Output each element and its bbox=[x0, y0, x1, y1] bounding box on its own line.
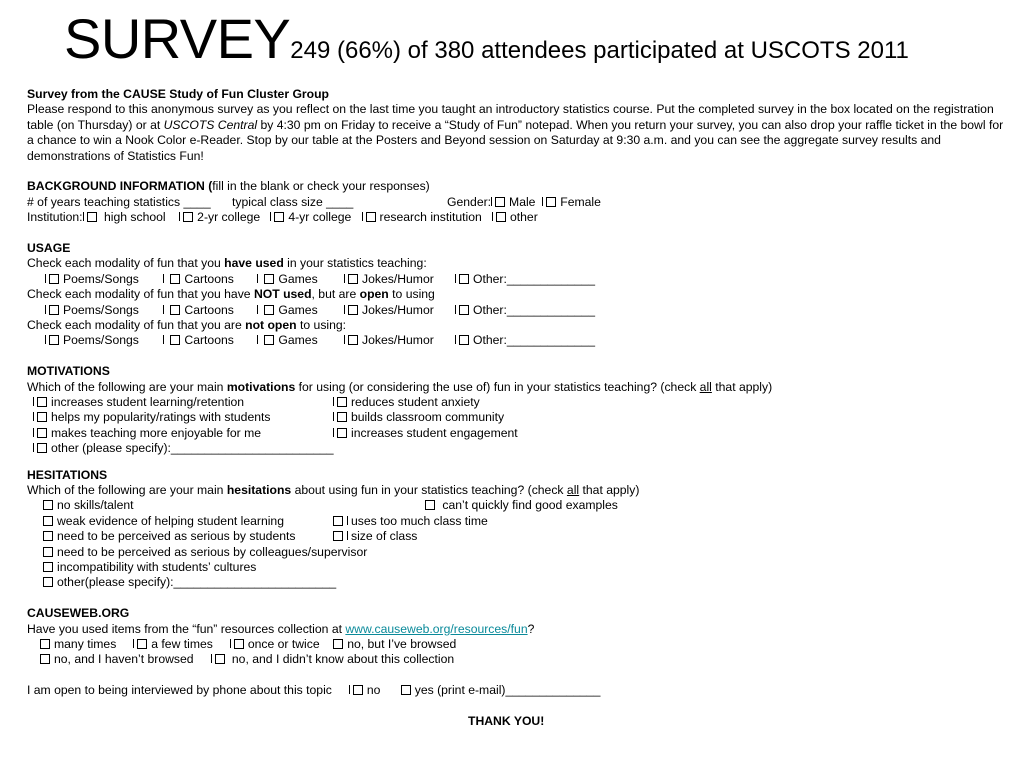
checkbox[interactable] bbox=[459, 305, 469, 315]
option-label: Games bbox=[278, 271, 318, 286]
option-label: Jokes/Humor bbox=[362, 271, 434, 286]
hesitations-q-post: that apply) bbox=[579, 482, 640, 497]
checkbox[interactable] bbox=[234, 639, 244, 649]
checkbox[interactable] bbox=[43, 577, 53, 587]
usage-q1-pre: Check each modality of fun that you bbox=[27, 256, 225, 271]
usage-heading: USAGE bbox=[27, 241, 71, 256]
survey-title bbox=[64, 6, 909, 71]
option-label: Games bbox=[278, 302, 318, 317]
motivation-other[interactable] bbox=[33, 441, 334, 456]
hesitations-row-6 bbox=[27, 575, 1012, 590]
usage2-cartoons[interactable] bbox=[163, 303, 234, 318]
intro-paragraph bbox=[27, 102, 1012, 164]
option-label: increases student engagement bbox=[351, 425, 518, 440]
option-label: incompatibility with students’ cultures bbox=[57, 559, 257, 574]
causeweb-q-post: ? bbox=[527, 621, 535, 636]
interview-row bbox=[27, 683, 1012, 698]
causeweb-heading: CAUSEWEB.ORG bbox=[27, 606, 130, 621]
causeweb-q-pre: Have you used items from the “fun” resources collection at bbox=[27, 621, 346, 636]
option-female: Female bbox=[560, 194, 601, 209]
causeweb-didnt-know[interactable] bbox=[211, 652, 455, 667]
motivations-row-3 bbox=[27, 426, 1012, 441]
hesitations-heading: HESITATIONS bbox=[27, 467, 108, 482]
motivations-q-post: that apply) bbox=[711, 379, 773, 394]
checkbox[interactable] bbox=[333, 516, 343, 526]
causeweb-link[interactable]: www.causeweb.org/resources/fun bbox=[345, 621, 528, 636]
option-label: many times bbox=[54, 636, 117, 651]
intro-text-italic: USCOTS Central bbox=[163, 117, 258, 132]
option-label: no, and I didn’t know about this collection bbox=[231, 652, 455, 667]
interview-no[interactable] bbox=[349, 683, 381, 698]
gender-label: Gender: bbox=[447, 194, 492, 209]
option-label: builds classroom community bbox=[351, 410, 505, 425]
checkbox[interactable] bbox=[333, 639, 343, 649]
checkbox[interactable] bbox=[137, 639, 147, 649]
checkbox-2yr-college[interactable] bbox=[183, 212, 193, 222]
checkbox[interactable] bbox=[37, 428, 47, 438]
checkbox-4yr-college[interactable] bbox=[274, 212, 284, 222]
usage-options-row-2 bbox=[27, 303, 1012, 318]
motivations-row-4 bbox=[27, 441, 1012, 456]
option-label: other (please specify):________________________ bbox=[51, 441, 334, 456]
institution-label: Institution: bbox=[27, 210, 83, 225]
option-other-institution: other bbox=[509, 210, 538, 225]
checkbox[interactable] bbox=[170, 305, 180, 315]
intro-text-2: by 4:30 pm on Friday to receive a “Study of Fun” notepad. When you return your survey, you can also drop your raffle ticket in the bowl for a chance to win a Nook Color e-Reader. Stop by our table at the Posters and Beyond session on Saturday at 9:30 a.m. and you can see the aggregate survey results and demonstrations of Statistics Fun! bbox=[27, 117, 1004, 163]
usage-q1-post: in your statistics teaching: bbox=[283, 256, 427, 271]
survey-form bbox=[27, 87, 1012, 729]
checkbox[interactable] bbox=[337, 412, 347, 422]
gender-group bbox=[447, 195, 601, 210]
checkbox[interactable] bbox=[40, 639, 50, 649]
option-label: Poems/Songs bbox=[63, 302, 139, 317]
hesitation-cultures[interactable] bbox=[43, 560, 256, 575]
hesitation-skills[interactable] bbox=[43, 498, 134, 513]
option-label: Cartoons bbox=[184, 333, 234, 348]
option-label: Poems/Songs bbox=[63, 333, 139, 348]
usage1-cartoons[interactable] bbox=[163, 272, 234, 287]
option-research-institution: research institution bbox=[379, 210, 482, 225]
checkbox[interactable] bbox=[37, 397, 47, 407]
motivation-anxiety[interactable] bbox=[333, 395, 480, 410]
option-label: Jokes/Humor bbox=[362, 333, 434, 348]
option-label: can’t quickly find good examples bbox=[442, 498, 618, 513]
usage-q2-mid: , but are bbox=[311, 287, 360, 302]
causeweb-many-times[interactable] bbox=[40, 637, 116, 652]
usage3-poems[interactable] bbox=[45, 333, 139, 348]
usage-q3-bold: not open bbox=[245, 318, 297, 333]
motivations-row-1 bbox=[27, 395, 1012, 410]
checkbox[interactable] bbox=[348, 335, 358, 345]
hesitations-row-1 bbox=[27, 498, 1012, 513]
motivations-q-mid: for using (or considering the use of) fun in your statistics teaching? (check bbox=[295, 379, 700, 394]
usage1-poems[interactable] bbox=[45, 272, 139, 287]
option-label: no, and I haven’t browsed bbox=[54, 652, 194, 667]
checkbox-research-institution[interactable] bbox=[366, 212, 376, 222]
motivations-heading: MOTIVATIONS bbox=[27, 364, 110, 379]
motivation-engagement[interactable] bbox=[333, 426, 518, 441]
checkbox[interactable] bbox=[49, 335, 59, 345]
usage-q1-bold: have used bbox=[224, 256, 284, 271]
checkbox[interactable] bbox=[43, 547, 53, 557]
checkbox[interactable] bbox=[337, 428, 347, 438]
checkbox[interactable] bbox=[348, 305, 358, 315]
hesitations-q-mid: about using fun in your statistics teaching? (check bbox=[291, 482, 567, 497]
option-label: Games bbox=[278, 333, 318, 348]
hesitations-row-5 bbox=[27, 560, 1012, 575]
causeweb-once-twice[interactable] bbox=[230, 637, 320, 652]
checkbox-other-institution[interactable] bbox=[496, 212, 506, 222]
usage1-games[interactable] bbox=[257, 272, 318, 287]
checkbox[interactable] bbox=[49, 274, 59, 284]
hesitations-q-bold: hesitations bbox=[226, 482, 292, 497]
causeweb-options-row-2 bbox=[27, 652, 1012, 667]
option-label: weak evidence of helping student learning bbox=[57, 513, 284, 528]
usage-question-1 bbox=[27, 256, 1012, 271]
motivation-enjoyable[interactable] bbox=[33, 426, 261, 441]
motivation-learning[interactable] bbox=[33, 395, 244, 410]
background-heading bbox=[27, 179, 1012, 194]
hesitation-examples[interactable] bbox=[425, 498, 618, 513]
hesitations-q-pre: Which of the following are your main bbox=[27, 482, 227, 497]
checkbox[interactable] bbox=[43, 531, 53, 541]
option-label: no bbox=[366, 683, 381, 698]
causeweb-question bbox=[27, 622, 1012, 637]
usage2-jokes[interactable] bbox=[344, 303, 434, 318]
usage-q3-post: to using: bbox=[296, 318, 347, 333]
motivation-popularity[interactable] bbox=[33, 410, 270, 425]
option-label: size of class bbox=[351, 529, 418, 544]
checkbox[interactable] bbox=[49, 305, 59, 315]
option-label: Other:_____________ bbox=[473, 302, 595, 317]
title-subtitle: 249 (66%) of 380 attendees participated at USCOTS 2011 bbox=[290, 37, 909, 64]
checkbox[interactable] bbox=[264, 274, 274, 284]
checkbox[interactable] bbox=[353, 685, 363, 695]
option-label: Other:_____________ bbox=[473, 333, 595, 348]
hesitations-row-4 bbox=[27, 545, 1012, 560]
background-heading-bold: BACKGROUND INFORMATION ( bbox=[27, 179, 213, 194]
motivations-row-2 bbox=[27, 410, 1012, 425]
background-heading-rest: fill in the blank or check your responses) bbox=[212, 179, 430, 194]
usage2-games[interactable] bbox=[257, 303, 318, 318]
usage1-other[interactable] bbox=[455, 272, 595, 287]
checkbox[interactable] bbox=[43, 500, 53, 510]
motivations-q-under: all bbox=[699, 379, 712, 394]
option-high-school: high school bbox=[103, 210, 166, 225]
checkbox-male[interactable] bbox=[495, 197, 505, 207]
option-label: Poems/Songs bbox=[63, 271, 139, 286]
option-label: no skills/talent bbox=[57, 498, 134, 513]
hesitation-serious-colleagues[interactable] bbox=[43, 545, 367, 560]
checkbox[interactable] bbox=[40, 654, 50, 664]
usage-q2-pre: Check each modality of fun that you have bbox=[27, 287, 254, 302]
hesitation-serious-students[interactable] bbox=[43, 529, 295, 544]
usage-q2-bold2: open bbox=[359, 287, 389, 302]
checkbox[interactable] bbox=[459, 335, 469, 345]
checkbox[interactable] bbox=[37, 412, 47, 422]
option-label: no, but I’ve browsed bbox=[347, 636, 457, 651]
intro-text-1: Please respond to this anonymous survey as you reflect on the last time you taught an introductory statistics course. Put the completed survey in the box located on the registration table (on Thursday) or at bbox=[27, 102, 994, 132]
option-label: makes teaching more enjoyable for me bbox=[51, 425, 262, 440]
checkbox[interactable] bbox=[170, 335, 180, 345]
checkbox[interactable] bbox=[333, 531, 343, 541]
motivations-question bbox=[27, 380, 1012, 395]
option-label: Cartoons bbox=[184, 302, 234, 317]
option-label: Jokes/Humor bbox=[362, 302, 434, 317]
class-size-field[interactable]: typical class size ____ bbox=[232, 194, 354, 209]
hesitation-class-time[interactable] bbox=[333, 514, 488, 529]
usage3-games[interactable] bbox=[257, 333, 318, 348]
usage3-jokes[interactable] bbox=[344, 333, 434, 348]
option-label: Cartoons bbox=[184, 271, 234, 286]
option-label: need to be perceived as serious by colleagues/supervisor bbox=[57, 544, 368, 559]
checkbox[interactable] bbox=[215, 654, 225, 664]
option-label: need to be perceived as serious by students bbox=[57, 529, 296, 544]
option-4yr-college: 4-yr college bbox=[288, 210, 352, 225]
interview-text: I am open to being interviewed by phone about this topic bbox=[27, 683, 332, 698]
hesitation-class-size[interactable] bbox=[333, 529, 417, 544]
hesitations-q-under: all bbox=[566, 482, 580, 497]
usage-options-row-3 bbox=[27, 333, 1012, 348]
usage2-poems[interactable] bbox=[45, 303, 139, 318]
checkbox[interactable] bbox=[425, 500, 435, 510]
thank-you: THANK YOU! bbox=[468, 713, 545, 728]
option-male: Male bbox=[509, 194, 536, 209]
usage-q2-post: to using bbox=[388, 287, 435, 302]
option-2yr-college: 2-yr college bbox=[197, 210, 261, 225]
checkbox-female[interactable] bbox=[546, 197, 556, 207]
usage1-jokes[interactable] bbox=[344, 272, 434, 287]
motivations-q-pre: Which of the following are your main bbox=[27, 379, 227, 394]
checkbox[interactable] bbox=[170, 274, 180, 284]
usage2-other[interactable] bbox=[455, 303, 595, 318]
checkbox[interactable] bbox=[459, 274, 469, 284]
causeweb-options-row-1 bbox=[27, 637, 1012, 652]
usage-question-2 bbox=[27, 287, 1012, 302]
usage3-cartoons[interactable] bbox=[163, 333, 234, 348]
option-label: reduces student anxiety bbox=[351, 395, 480, 410]
title-main: SURVEY bbox=[64, 7, 291, 70]
option-label: yes (print e-mail)______________ bbox=[414, 683, 601, 698]
motivation-community[interactable] bbox=[333, 410, 504, 425]
checkbox[interactable] bbox=[401, 685, 411, 695]
option-label: Other:_____________ bbox=[473, 271, 595, 286]
checkbox[interactable] bbox=[348, 274, 358, 284]
hesitations-row-3 bbox=[27, 529, 1012, 544]
causeweb-browsed[interactable] bbox=[333, 637, 456, 652]
checkbox-high-school[interactable] bbox=[87, 212, 97, 222]
years-teaching-field[interactable]: # of years teaching statistics ____ bbox=[27, 194, 211, 209]
usage-q3-pre: Check each modality of fun that you are bbox=[27, 318, 246, 333]
checkbox[interactable] bbox=[43, 562, 53, 572]
institution-row bbox=[27, 210, 1012, 225]
usage3-other[interactable] bbox=[455, 333, 595, 348]
usage-q2-bold: NOT used bbox=[253, 287, 312, 302]
hesitations-row-2 bbox=[27, 514, 1012, 529]
hesitation-other[interactable] bbox=[43, 575, 336, 590]
usage-question-3 bbox=[27, 318, 1012, 333]
option-label: once or twice bbox=[247, 636, 320, 651]
checkbox[interactable] bbox=[43, 516, 53, 526]
checkbox[interactable] bbox=[264, 305, 274, 315]
background-row-1 bbox=[27, 195, 1012, 210]
option-label: helps my popularity/ratings with students bbox=[51, 410, 271, 425]
hesitations-question bbox=[27, 483, 1012, 498]
checkbox[interactable] bbox=[337, 397, 347, 407]
hesitation-evidence[interactable] bbox=[43, 514, 284, 529]
usage-options-row-1 bbox=[27, 272, 1012, 287]
checkbox[interactable] bbox=[264, 335, 274, 345]
causeweb-few-times[interactable] bbox=[133, 637, 213, 652]
intro-heading: Survey from the CAUSE Study of Fun Cluster Group bbox=[27, 87, 330, 101]
option-label: a few times bbox=[151, 636, 213, 651]
causeweb-not-browsed[interactable] bbox=[40, 652, 194, 667]
option-label: uses too much class time bbox=[351, 513, 488, 528]
interview-yes[interactable] bbox=[401, 683, 601, 698]
option-label: other(please specify):________________________ bbox=[57, 575, 337, 590]
motivations-q-bold: motivations bbox=[226, 379, 296, 394]
checkbox[interactable] bbox=[37, 443, 47, 453]
option-label: increases student learning/retention bbox=[51, 395, 245, 410]
